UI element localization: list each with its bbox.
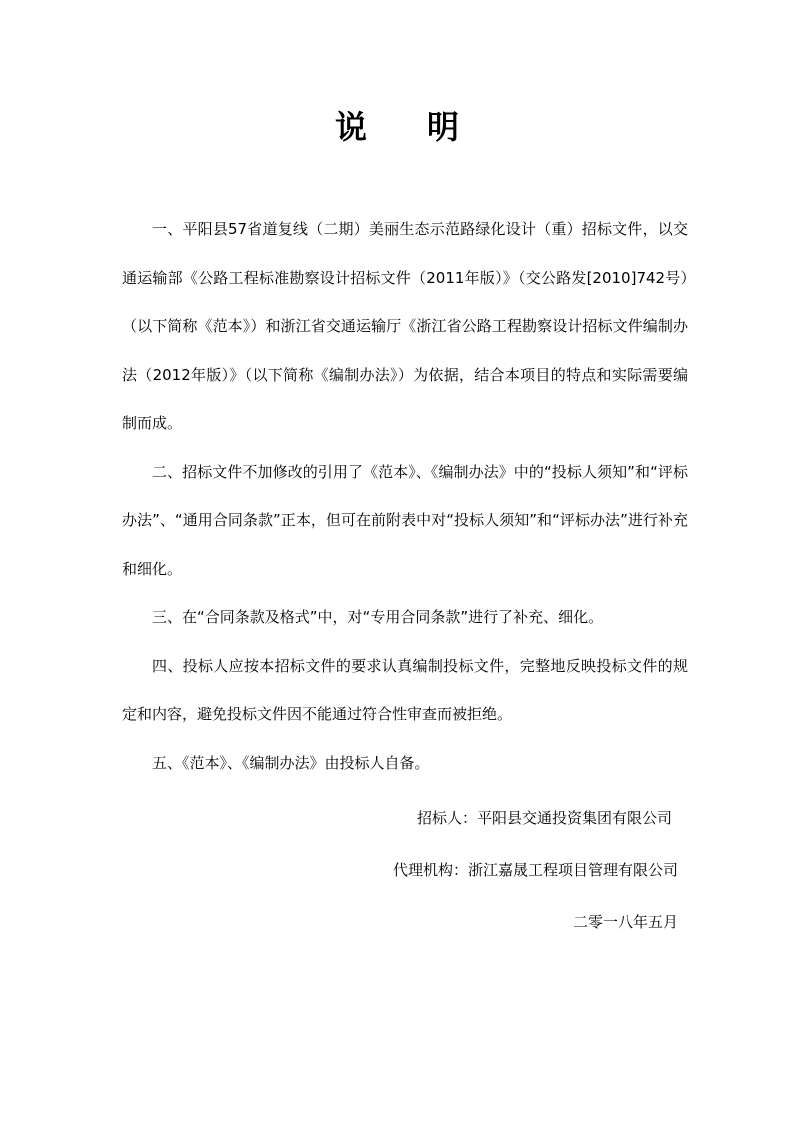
paragraph-4: 四、投标人应按本招标文件的要求认真编制投标文件，完整地反映投标文件的规定和内容，避免投标文件因不能通过符合性审查而被拒绝。 bbox=[122, 656, 688, 723]
agency-signature: 代理机构：浙江嘉晟工程项目管理有限公司 bbox=[392, 861, 678, 879]
paragraph-5: 五、《范本》、《编制办法》由投标人自备。 bbox=[152, 753, 430, 772]
paragraph-1: 一、平阳县57省道复线（二期）美丽生态示范路绿化设计（重）招标文件，以交通运输部《公路工程标准勘察设计招标文件（2011年版）》（交公路发[2010]742号）（以下简称《范本》）和浙江省交通运输厅《浙江省公路工程勘察设计招标文件编制办法（2012年版）》（以下简称《编制办法》）为依据，结合本项目的特点和实际需要编制而成。 bbox=[122, 220, 688, 432]
paragraph-2: 二、招标文件不加修改的引用了《范本》、《编制办法》中的“投标人须知”和“评标办法”、“通用合同条款”正本，但可在前附表中对“投标人须知”和“评标办法”进行补充和细化。 bbox=[122, 462, 688, 578]
page-title-char-1: 说 bbox=[334, 108, 367, 146]
page-title-char-2: 明 bbox=[427, 108, 460, 146]
tenderer-signature: 招标人：平阳县交通投资集团有限公司 bbox=[416, 809, 672, 827]
document-date: 二零一八年五月 bbox=[572, 913, 678, 931]
paragraph-3: 三、在“合同条款及格式”中，对“专用合同条款”进行了补充、细化。 bbox=[152, 608, 604, 626]
document-body bbox=[122, 205, 688, 787]
page-title bbox=[0, 104, 794, 150]
